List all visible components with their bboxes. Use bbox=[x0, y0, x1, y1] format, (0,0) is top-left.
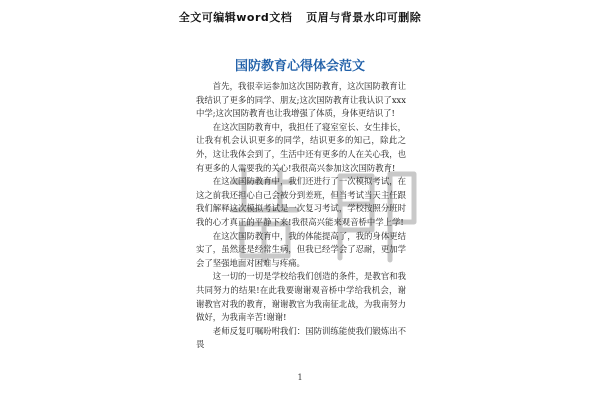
paragraph: 在这次国防教育中，我担任了寝室室长、女生排长，让我有机会认识更多的同学，结识更多的知己，除此之外，这让我体会到了，生活中还有更多的人在关心我，也有更多的人需要我的关心!我很高兴参加这次国防教育! bbox=[196, 121, 406, 173]
page-number: 1 bbox=[297, 373, 303, 382]
banner-editable-note: 全文可编辑word文档 bbox=[178, 11, 293, 24]
document-title: 国防教育心得体会范文 bbox=[234, 59, 365, 74]
header-banner bbox=[0, 9, 600, 25]
paragraph: 在这次国防教育中，我的体能提高了，我的身体更结实了，虽然还是经常生病，但我已经学会了忍耐，更加学会了坚强地面对困难与疼痛。 bbox=[196, 230, 406, 268]
paragraph: 首先，我很幸运参加这次国防教育，这次国防教育让我结识了更多的同学、朋友;这次国防教育让我认识了xxx中学;这次国防教育也让我增强了体质，身体更结识了! bbox=[196, 81, 406, 119]
banner-watermark-note: 页眉与背景水印可删除 bbox=[306, 11, 422, 24]
paragraph: 这一切的一切是学校给我们创造的条件，是教官和我共同努力的结果!在此我要谢谢观音桥中学给我机会，谢谢教官对我的教育，谢谢教官为我南征北战，为我南努力做好，为我南辛苦!谢谢! bbox=[196, 271, 406, 323]
paragraph: 老师反复叮嘱吩咐我们：国防训练能使我们锻炼出不畏 bbox=[196, 325, 406, 350]
paragraph: 在这次国防教育中，我们还进行了一次模拟考试，在这之前我还担心自己会被分到差班，但当考试当天主任跟我们解释这次模拟考试是一次复习考试，学校按照分班时我的心才真正的平静下来!我很高兴能来观音桥中学上学! bbox=[196, 176, 406, 227]
document-body bbox=[196, 80, 406, 352]
